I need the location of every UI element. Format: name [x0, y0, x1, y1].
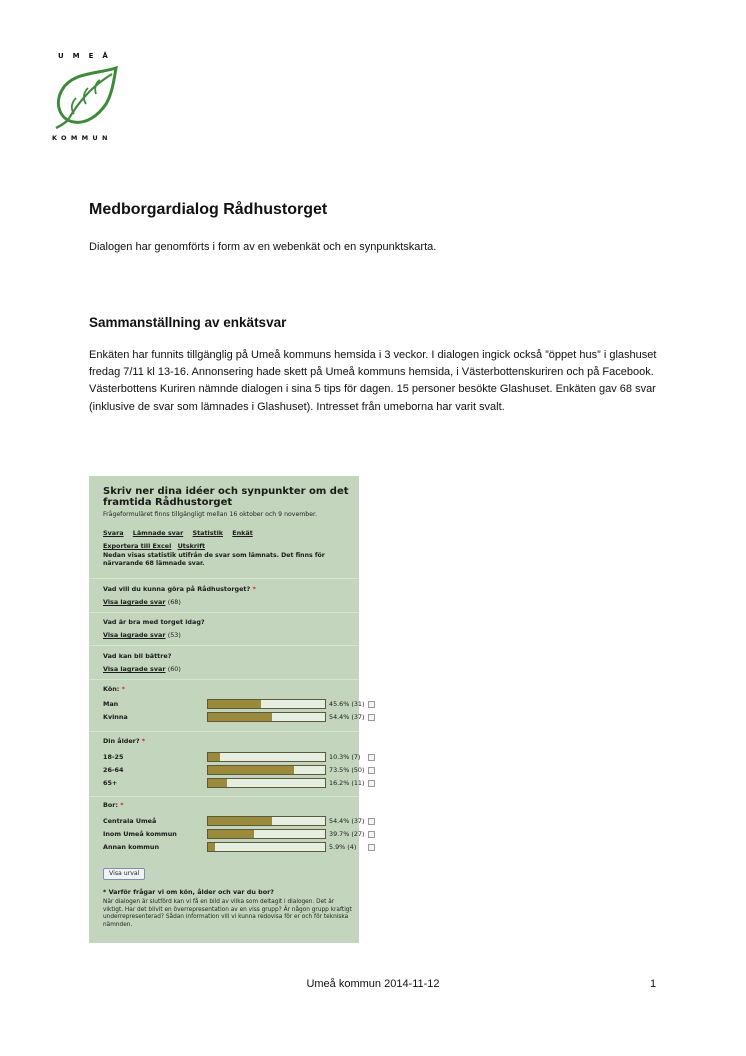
divider [89, 578, 359, 579]
divider [89, 731, 359, 732]
divider [89, 612, 359, 613]
result-bar-fill [208, 713, 272, 721]
option-label: Kvinna [103, 713, 128, 721]
show-saved-answers-link[interactable]: Visa lagrade svar [103, 598, 166, 606]
option-label: Inom Umeå kommun [103, 830, 177, 838]
result-value: 45.6% (31) [329, 700, 365, 708]
result-bar [207, 752, 326, 762]
question-label-residence: Bor: * [103, 801, 124, 809]
result-bar [207, 816, 326, 826]
option-checkbox[interactable] [368, 780, 375, 787]
show-selection-button[interactable]: Visa urval [103, 868, 145, 880]
survey-availability: Frågeformuläret finns tillgängligt mellan 16 oktober och 9 november. [103, 511, 317, 518]
section-heading: Sammanställning av enkätsvar [89, 315, 287, 330]
survey-info: Nedan visas statistik utifrån de svar som lämnats. Det finns för närvarande 68 lämnade svar. [103, 552, 325, 567]
question-label: Vad kan bli bättre? [103, 652, 172, 660]
survey-title: Skriv ner dina idéer och synpunkter om det framtida Rådhustorget [103, 486, 349, 508]
option-checkbox[interactable] [368, 844, 375, 851]
nav-link-svara[interactable]: Svara [103, 529, 124, 537]
result-bar [207, 712, 326, 722]
page-number: 1 [650, 978, 657, 990]
result-bar [207, 829, 326, 839]
option-checkbox[interactable] [368, 818, 375, 825]
survey-nav [103, 529, 260, 537]
nav-link-statistik[interactable]: Statistik [192, 529, 224, 537]
intro-paragraph: Dialogen har genomförts i form av en webenkät och en synpunktskarta. [89, 241, 437, 253]
option-checkbox[interactable] [368, 767, 375, 774]
result-bar-fill [208, 779, 227, 787]
divider [89, 679, 359, 680]
survey-export-nav [103, 542, 209, 550]
option-label: Centrala Umeå [103, 817, 157, 825]
option-label: 18-25 [103, 753, 124, 761]
document-title: Medborgardialog Rådhustorget [89, 201, 328, 218]
result-bar-fill [208, 766, 294, 774]
nav-link-lamnade-svar[interactable]: Lämnade svar [132, 529, 184, 537]
option-label: 65+ [103, 779, 118, 787]
divider [89, 796, 359, 797]
page-footer: Umeå kommun 2014-11-12 [306, 978, 440, 990]
option-checkbox[interactable] [368, 831, 375, 838]
survey-statistics-panel [89, 476, 365, 943]
option-label: Man [103, 700, 119, 708]
divider [89, 645, 359, 646]
show-saved-answers-link[interactable]: Visa lagrade svar [103, 631, 166, 639]
question-label-age: Din ålder? * [103, 737, 146, 745]
result-value: 5.9% (4) [329, 843, 357, 851]
option-label: Annan kommun [103, 843, 160, 851]
question-label-gender: Kön: * [103, 685, 125, 693]
leaf-icon [52, 64, 122, 132]
result-bar-fill [208, 700, 261, 708]
show-answers-row: Visa lagrade svar (53) [103, 631, 181, 639]
result-bar [207, 765, 326, 775]
result-bar-fill [208, 830, 254, 838]
option-checkbox[interactable] [368, 714, 375, 721]
logo-top-text: UMEÅ [58, 52, 117, 60]
show-answers-row: Visa lagrade svar (60) [103, 665, 181, 673]
result-value: 54.4% (37) [329, 817, 365, 825]
question-label: Vad vill du kunna göra på Rådhustorget? * [103, 585, 256, 593]
result-bar-fill [208, 753, 220, 761]
result-bar-fill [208, 843, 215, 851]
result-bar [207, 699, 326, 709]
question-label: Vad är bra med torget idag? [103, 618, 205, 626]
result-value: 16.2% (11) [329, 779, 365, 787]
export-excel-link[interactable]: Exportera till Excel [103, 542, 172, 550]
result-bar [207, 778, 326, 788]
result-value: 39.7% (27) [329, 830, 365, 838]
section-paragraph: Enkäten har funnits tillgänglig på Umeå kommuns hemsida i 3 veckor. I dialogen ingick också ”öppet hus” i glashuset fredag 7/11 kl 13-16. Annonsering hade skett på Umeå kommuns hemsida, i Västerbottenskuriren och på Facebook. Västerbottens Kuriren nämnde dialogen i sina 5 tips för dagen. 15 personer besökte Glashuset. Enkäten gav 68 svar (inklusive de svar som lämnades i Glashuset). Intresset från umeborna har varit svalt. [89, 349, 657, 413]
show-saved-answers-link[interactable]: Visa lagrade svar [103, 665, 166, 673]
option-label: 26-64 [103, 766, 124, 774]
umea-kommun-logo [52, 52, 124, 148]
show-answers-row: Visa lagrade svar (68) [103, 598, 181, 606]
result-value: 54.4% (37) [329, 713, 365, 721]
option-checkbox[interactable] [368, 701, 375, 708]
result-bar [207, 842, 326, 852]
note-body: När dialogen är slutförd kan vi få en bild av vilka som deltagit i dialogen. Det är viktigt. Har det blivit en överrepresentation av en viss grupp? Är någon grupp kraftigt underrepresenterad? Sådan information vill vi kunna redovisa för er och för tekniska nämnden. [103, 899, 352, 928]
print-link[interactable]: Utskrift [177, 542, 206, 550]
result-bar-fill [208, 817, 272, 825]
result-value: 73.5% (50) [329, 766, 365, 774]
result-value: 10.3% (7) [329, 753, 361, 761]
nav-link-enkat[interactable]: Enkät [232, 529, 253, 537]
logo-bottom-text: KOMMUN [52, 134, 112, 142]
option-checkbox[interactable] [368, 754, 375, 761]
note-heading: * Varför frågar vi om kön, ålder och var du bor? [103, 888, 274, 896]
